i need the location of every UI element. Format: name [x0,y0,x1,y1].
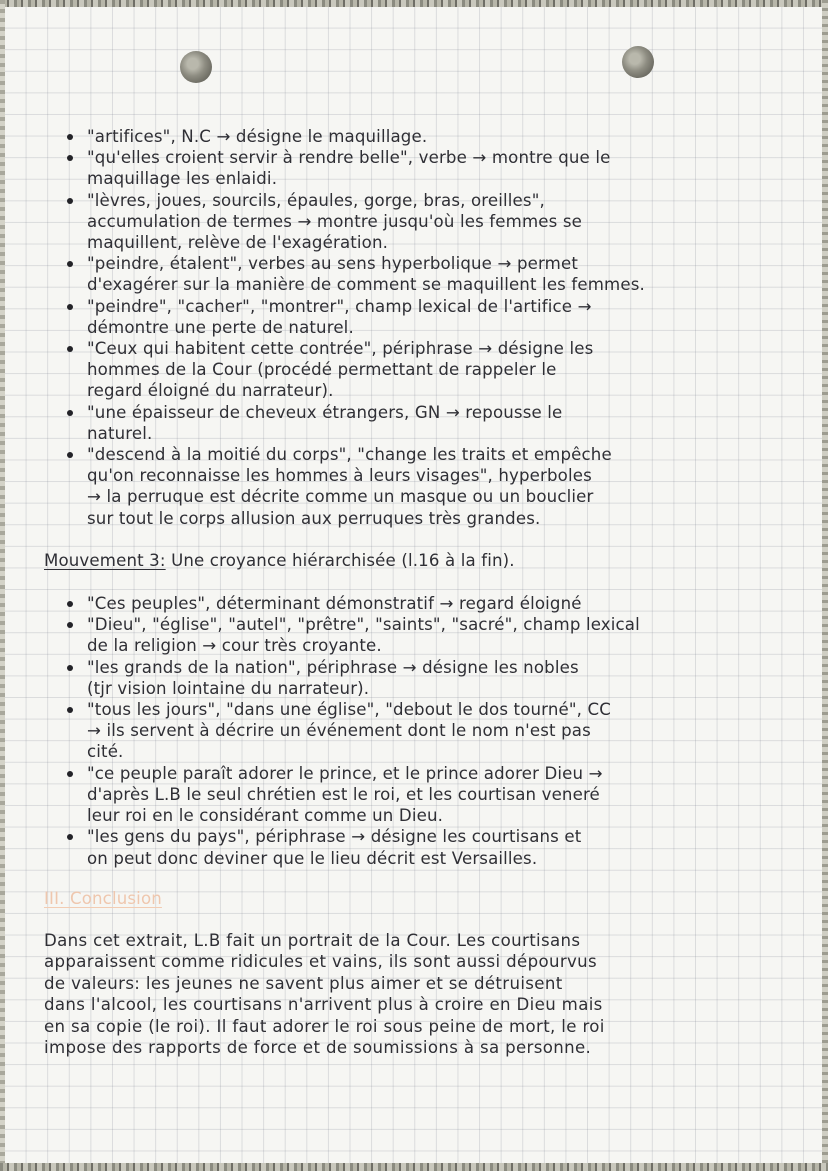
binder-hole-left [180,51,212,83]
movement3-heading [44,550,804,571]
conclusion-heading: III. Conclusion [44,888,162,908]
bullet-item: "lèvres, joues, sourcils, épaules, gorge, bras, oreilles", accumulation de termes → montre jusqu'où les femmes se maquillent, relève de l'exagération. [44,190,804,254]
bullet-item: "qu'elles croient servir à rendre belle", verbe → montre que le maquillage les enlaidi. [44,147,804,189]
bullet-item: "les gens du pays", périphrase → désigne les courtisans et on peut donc deviner que le lieu décrit est Versailles. [44,826,804,868]
bullet-item: "descend à la moitié du corps", "change les traits et empêche qu'on reconnaisse les hommes à leurs visages", hyperboles → la perruque est décrite comme un masque ou un bouclier sur tout le corps allusion aux perruques très grandes. [44,444,804,529]
bullet-item: "peindre", "cacher", "montrer", champ lexical de l'artifice → démontre une perte de naturel. [44,296,804,338]
bullet-item: "les grands de la nation", périphrase → désigne les nobles (tjr vision lointaine du narrateur). [44,657,804,699]
notes-content [44,126,804,1059]
bullet-item: "une épaisseur de cheveux étrangers, GN → repousse le naturel. [44,402,804,444]
bullet-item: "peindre, étalent", verbes au sens hyperbolique → permet d'exagérer sur la manière de comment se maquillent les femmes. [44,253,804,295]
movement3-title: Une croyance hiérarchisée (l.16 à la fin). [165,550,515,570]
bullet-item: "Dieu", "église", "autel", "prêtre", "saints", "sacré", champ lexical de la religion → cour très croyante. [44,614,804,656]
binder-hole-right [622,46,654,78]
torn-edge-right [822,0,828,1171]
torn-edge-bottom [0,1163,828,1171]
bullet-item: "ce peuple paraît adorer le prince, et le prince adorer Dieu → d'après L.B le seul chrétien est le roi, et les courtisan veneré leur roi en le considérant comme un Dieu. [44,763,804,827]
torn-edge-left [0,0,5,1171]
movement3-bullet-list [44,593,804,869]
movement3-label: Mouvement 3: [44,550,166,570]
bullet-item: "artifices", N.C → désigne le maquillage. [44,126,804,147]
movement2-bullet-list [44,126,804,529]
bullet-item: "tous les jours", "dans une église", "debout le dos tourné", CC → ils servent à décrire un événement dont le nom n'est pas cité. [44,699,804,763]
torn-edge-top [0,0,828,7]
conclusion-paragraph: Dans cet extrait, L.B fait un portrait de la Cour. Les courtisans apparaissent comme ridicules et vains, ils sont aussi dépourvus de valeurs: les jeunes ne savent plus aimer et se détruisent dans l'alcool, les courtisans n'arrivent plus à croire en Dieu mais en sa copie (le roi). Il faut adorer le roi sous peine de mort, le roi impose des rapports de force et de soumissions à sa personne. [44,930,605,1058]
bullet-item: "Ces peuples", déterminant démonstratif → regard éloigné [44,593,804,614]
bullet-item: "Ceux qui habitent cette contrée", périphrase → désigne les hommes de la Cour (procédé permettant de rappeler le regard éloigné du narrateur). [44,338,804,402]
